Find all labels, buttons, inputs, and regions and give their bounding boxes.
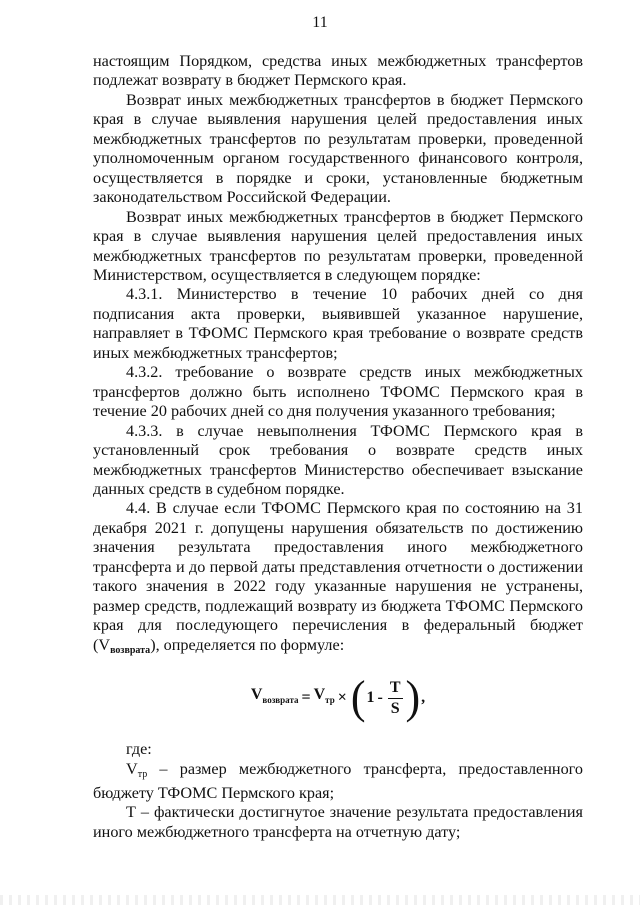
where-label: где: [126, 740, 152, 759]
clause-4-3-2: 4.3.2. требование о возврате средств иных межбюджетных трансфертов должно быть исполнено ТФОМС Пермского края в течение 20 рабочих дней со дня получения указанного требования; [93, 363, 583, 421]
formula-numerator: T [388, 678, 403, 699]
paragraph-return-ministry: Возврат иных межбюджетных трансфертов в бюджет Пермского края в случае выявления нарушения целей предоставления иных межбюджетных трансфертов по результатам проверки, проведенной Министерством, осуществляется в следующем порядке: [93, 207, 583, 284]
formula-lhs: $V_{возврата}$ [250, 686, 299, 706]
formula-close-paren: ) [405, 671, 421, 724]
clause-4-3-3: 4.3.3. в случае невыполнения ТФОМС Пермского края в установленный срок требования о возврате средств иных межбюджетных трансфертов Министерство обеспечивает взыскание данных средств в судебном порядке. [93, 421, 583, 498]
formula-minus: - [377, 689, 383, 707]
clause-4-4-subscript: возврата [110, 644, 151, 656]
formula-lhs-subscript: возврата [262, 695, 299, 706]
refund-formula [93, 664, 583, 732]
clause-4-4 [93, 499, 583, 660]
definition-vtr-subscript: тр [137, 768, 148, 780]
formula-comma: , [421, 689, 426, 707]
document-body [93, 52, 583, 842]
scan-edge-artifact [0, 895, 640, 905]
formula-times: × [337, 689, 347, 707]
formula-fraction [388, 678, 403, 719]
page-number: 11 [312, 14, 328, 31]
formula-one: 1 [366, 689, 375, 707]
definition-vtr-symbol: V [126, 759, 138, 778]
clause-4-4-text: 4.4. В случае если ТФОМС Пермского края по состоянию на 31 декабря 2021 г. допущены нарушения обязательств по достижению значения результата предоставления иного межбюджетного трансферта и до первой даты представления отчетности о достижении такого значения в 2022 году указанные нарушения не устранены, размер средств, подлежащий возврату из бюджета ТФОМС Пермского края для последующего перечисления в федеральный бюджет (V [93, 499, 583, 654]
definition-t: Т – фактически достигнутое значение результата предоставления иного межбюджетного трансферта на отчетную дату; [93, 803, 583, 841]
paragraph-return-control: Возврат иных межбюджетных трансфертов в бюджет Пермского края в случае выявления нарушения целей предоставления иных межбюджетных трансфертов по результатам проверки, проведенной уполномоченным органом государственного финансового контроля, осуществляется в порядке и сроки, установленные бюджетным законодательством Российской Федерации. [93, 90, 583, 207]
formula-vtr: $V_{тр}$ [313, 686, 335, 706]
paragraph-continuation: настоящим Порядком, средства иных межбюджетных трансфертов подлежат возврату в бюджет Пермского края. [93, 52, 583, 90]
formula-equals: = [301, 689, 311, 707]
definition-vtr [93, 760, 583, 804]
clause-4-4-tail: ), определяется по формуле: [150, 635, 345, 654]
clause-4-3-1: 4.3.1. Министерство в течение 10 рабочих дней со дня подписания акта проверки, выявившей указанное нарушение, направляет в ТФОМС Пермского края требование о возврате средств иных межбюджетных трансфертов; [93, 285, 583, 362]
formula-open-paren: ( [350, 671, 366, 724]
definition-vtr-text: – размер межбюджетного трансферта, предоставленного бюджету ТФОМС Пермского края; [93, 759, 583, 802]
formula-denominator: S [390, 699, 400, 717]
formula-vtr-subscript: тр [325, 695, 335, 706]
